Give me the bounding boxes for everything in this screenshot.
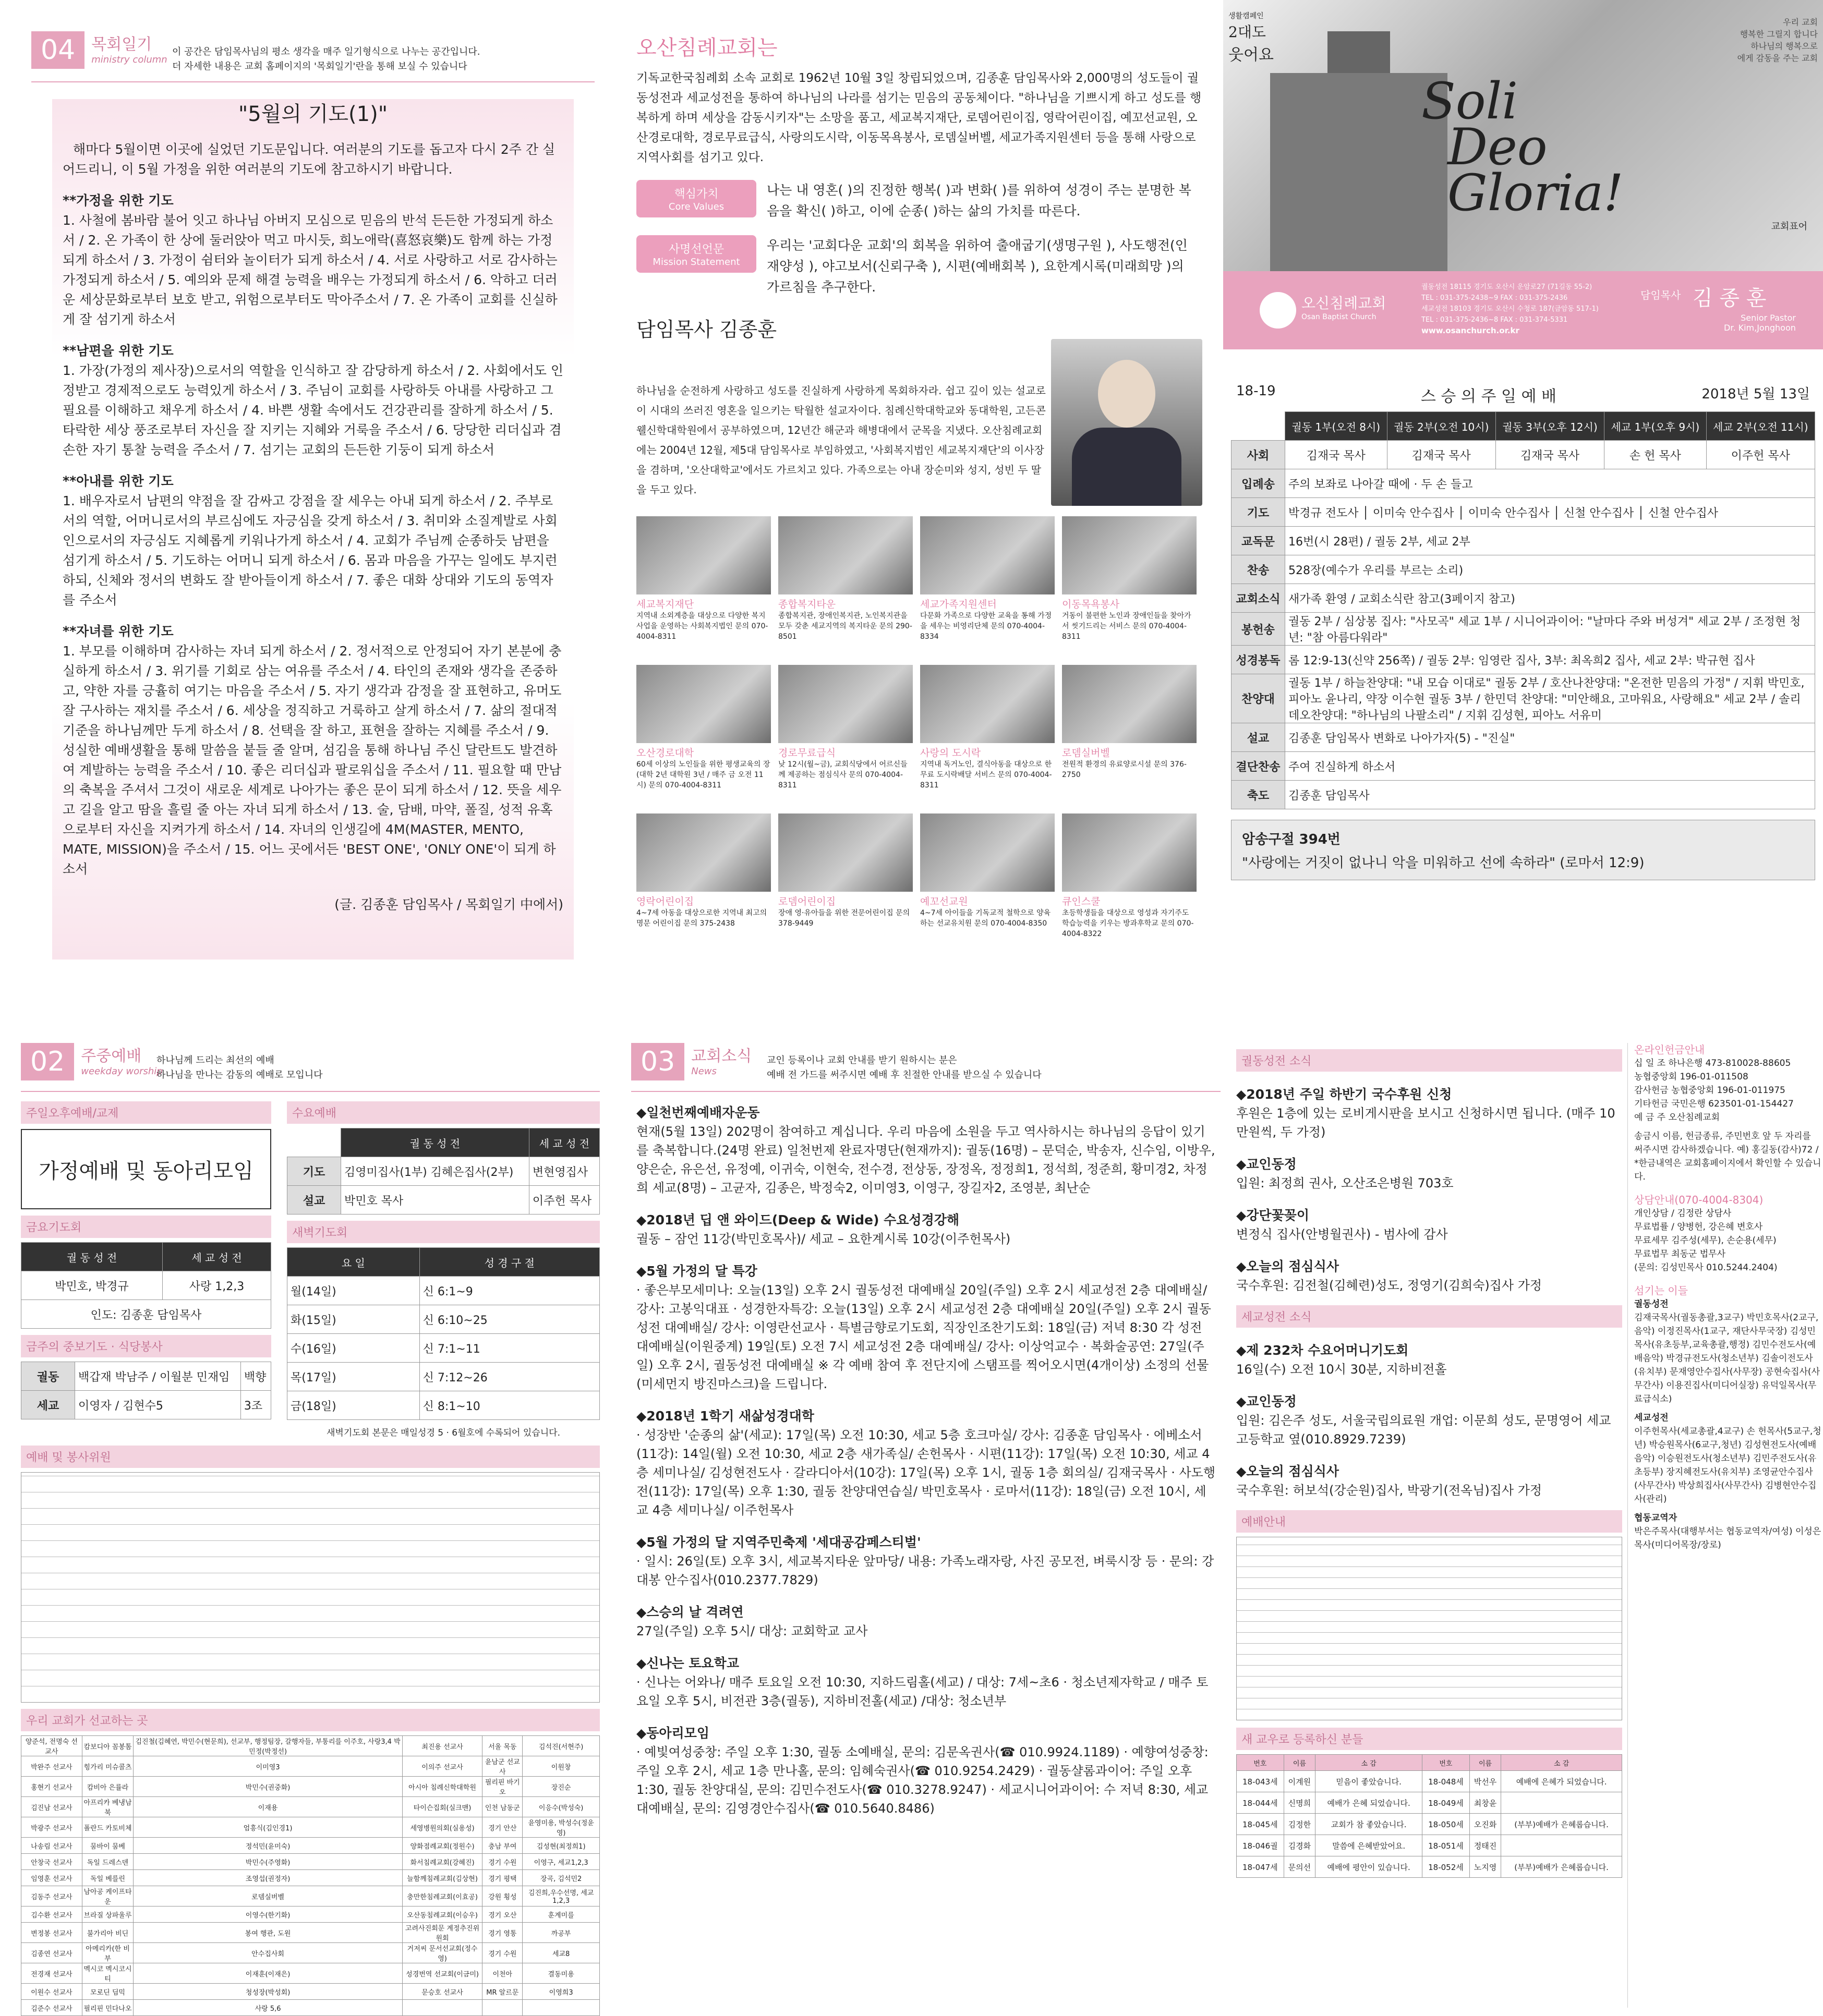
friday-prayer-title: 금요기도회 [21,1216,271,1238]
ministry-photo [920,516,1055,594]
core-values-label: 핵심가치 Core Values [636,180,756,217]
news-item: ◆교인동정 입원: 김은주 성도, 서울국립의료원 개업: 이문희 성도, 문명영어 세교고등학교 옆(010.8929.7239) [1236,1394,1611,1447]
page-02-weekday-worship [21,1043,600,2013]
section-title: 목회일기 ministry column [91,35,167,65]
pastor-name: 김 종 훈 [1693,286,1767,310]
motto-latin: Soli Deo Gloria! [1421,72,1624,222]
segyo-news [1236,1341,1622,1500]
mission-row: 전경재 선교사 멕시코 멕시코시티 이재훈(이재은) 성경번역 선교회(이금미) 이천아 결동미용 [21,1963,600,1984]
mission-title: 우리 교회가 선교하는 곳 [21,1709,600,1731]
news-item: ◆5월 가정의 달 특강 · 좋은부모세미나: 오늘(13일) 오후 2시 궐동성전 대예배실 20일(주일) 오후 2시 세교성전 2층 대예배실/ 강사: 고봉익대표 · 성경한자특강: 오늘(13일) 오후 2시 세교성전 2층 대예배실 20일(주일) 오후 2시 궐동성전 대예배실/ 강사: 이영란선교사 · 특별금향로기도회, 직장인조찬기도회: 18일(금) 저녁 8:30 각 성전 대예배실(이원중계) 19일(토) 오전 7시 세교성전 2층 대예배실/ 강사: 이상억교수 · 복화술공연: 27일(주일) 오후 2시, 궐동성전 대예배실 ※ 각 예배 참여 후 전단지에 스탬프를 찍어오시면(4개이상) 소정의 선물(미세먼지 방진마스크)을 드립니다. [636,1264,1211,1391]
ministry-photo [778,813,913,892]
newcomer-table: 번호 이름 소 감 번호 이름 소 감 18-043세 이계원 믿음이 좋았습니다. 18-048세 박선우 예배에 은혜가 되었습니다. 18-044세 신명희 예배가 은혜 되었습니다. 18-049세 최창윤 18-045세 김정한 교회가 참 좋았습니다. 18-050세 오진화 (부부)예배가 은혜롭습니다. 18-046궐 김경화 말씀에 은혜받았어요. 18-051세 정태진 18-047세 문의선 예배에 평안이 있습니다. 18-052세 노지영 (부부)예배가 은혜롭습니다. [1236,1754,1622,1878]
page-number: 03 [631,1043,684,1080]
ministry-photo-card: 로뎀실버벨 전원적 환경의 유료양로시설 문의 376-2750 [1062,665,1197,780]
core-values-text: 나는 내 영혼( )의 진정한 행복( )과 변화( )를 위하여 성경이 주는 분명한 복음을 확신( )하고, 이에 순종( )하는 삶의 가치를 따른다. [767,183,1191,218]
mission-row: 김진남 선교사 아프리카 베냉남북 이재용 타이슨집회(실크맨) 인천 남동군 이응수(박성숙) [21,1797,600,1817]
gwoldong-news-title: 궐동성전 소식 [1236,1049,1622,1072]
cover-page [1223,0,1823,349]
ministry-photo-card: 세교복지재단 지역내 소외계층을 대상으로 다양한 복지사업을 운영하는 사회복지법인 문의 070-4004-8311 [636,516,771,642]
header-description: 교인 등록이나 교회 안내를 받기 원하시는 분은 예배 전 가드를 써주시면 예배 후 친절한 안내를 받으실 수 있습니다 [767,1055,1042,1080]
news-item: ◆일천번째예배자운동 현재(5월 13일) 202명이 참여하고 계십니다. 우리 마음에 소원을 두고 역사하시는 하나님의 응답이 있기를 축복합니다.(24명 완료) 일천번제 완료자명단(현재까지): 궐동(16명) – 문덕순, 박송자, 신수임, 이방우, 양은순, 유은선, 유정예, 이귀숙, 이현숙, 전수경, 전상동, 장정옥, 정정희1, 정석희, 정준희, 황미경2, 차정희 세교(8명) – 고균자, 김종은, 박정숙2, 이미영3, 이영구, 장길자2, 조영분, 최난순 [636,1105,1215,1195]
wife-prayer: 1. 배우자로서 남편의 약점을 잘 감싸고 강점을 잘 세우는 아내 되게 하소서 / 2. 주부로서의 역할, 어머니로서의 부르심에도 자긍심을 갖게 하소서 / 3. 취미와 소질계발로 사회인으로서의 자긍심도 지혜롭게 키워나가게 하소서 / 4. 교회가 주님께 순종하듯 남편을 섬기게 하소서 / 5. 기도하는 어머니 되게 하소서 / 6. 몸과 마음을 가꾸는 일에도 부지런하되, 신체와 정서의 변화도 잘 받아들이게 하소서 / 7. 좋은 대화 상대와 기도의 동역자를 주소서 [63,493,558,608]
dawn-prayer-table: 요 일 성 경 구 절 월(14일) 신 6:1~9 화(15일) 신 6:10~25 수(16일) 신 7:1~11 목(17일) 신 7:12~26 금(18일) 신 8:1~10 [287,1247,600,1420]
newcomer-row: 18-043세 이계원 믿음이 좋았습니다. 18-048세 박선우 예배에 은혜가 되었습니다. [1237,1771,1622,1792]
dawn-row: 수(16일) 신 7:1~11 [287,1334,600,1363]
church-name: 오신침례교회 Osan Baptist Church [1301,295,1386,321]
info-sidebar: 온라인헌금안내 십 일 조 하나은행 473-810028-88605 농협중앙회 196-01-011508 감사헌금 농협중앙회 196-01-011975 기타헌금 국민은행 623501-01-154427 예 금 주 오산침례교회 송금시 이름, 헌금종류, 주민번호 앞 두 자리를 써주시면 감사하겠습니다. 예) 홍길동(감사)72 / *한금내역은 교회홈페이지에서 확인할 수 있습니다. 상담안내(070-4004-8304) 개인상담 / 김정란 상담사 무료법률 / 양병헌, 강은혜 변호사 무료세무 김주성(세무), 손순용(세무) 무료법무 최동군 법무사 (문의: 김성민목사 010.5244.2404) 섬기는 이들 궐동성전 김재국목사(궐동총괄,3교구) 박민호목사(2교구, 음악) 이정진목사(1교구, 재단사무국장) 김성민목사(유초등부,교육총괄,행정) 김민수전도사(예배음악) 박경규전도사(청소년부) 김솔이전도사(유치부) 문재영안수집사(사무장) 공현숙집사(사무간사) 이용진집사(미디어실장) 유덕일목사(무료급식소) 세교성전 이주헌목사(세교총괄,4교구) 손 헌목사(5교구,청년) 박승원목사(6교구,청년) 김성현전도사(예배음악) 이승원전도사(청소년부) 김민주전도사(유초등부) 장지혜전도사(유치부) 조영균안수집사(사무간사) 박상희집사(사무간사) 김병현안수집사(관리) 협동교역자 박은주목사(대행부서는 협동교역자/여성) 이성은목사(미디어목장/장로) [1627,1043,1822,2008]
staff-title: 섬기는 이들 [1634,1284,1688,1297]
worship-row: 입례송 주의 보좌로 나아갈 때에 · 두 손 들고 [1232,469,1815,498]
newcomer-row: 18-044세 신명희 예배가 은혜 되었습니다. 18-049세 최창윤 [1237,1792,1622,1814]
dawn-prayer-title: 새벽기도회 [287,1221,600,1243]
ministry-photo [778,516,913,594]
church-logo [1260,292,1296,329]
worship-row: 성경봉독 롬 12:9-13(신약 256쪽) / 궐동 2부: 임영란 집사, 3부: 최옥희2 집사, 세교 2부: 박규현 집사 [1232,646,1815,674]
wednesday-title: 수요예배 [287,1101,600,1124]
column-intro: 해마다 5월이면 이곳에 실었던 기도문입니다. 여러분의 기도를 돕고자 다시 2주 간 실어드리니, 이 5월 가정을 위한 여러분의 기도에 참고하시기 바랍니다. [63,142,556,177]
worship-row: 결단찬송 주여 진실하게 하소서 [1232,752,1815,781]
dawn-row: 월(14일) 신 6:1~9 [287,1277,600,1305]
intercession-title: 금주의 중보기도 · 식당봉사 [21,1335,271,1357]
church-building [1270,73,1447,271]
newcomer-title: 새 교우로 등록하신 분들 [1236,1728,1622,1750]
newcomer-row: 18-045세 김정한 교회가 참 좋았습니다. 18-050세 오진화 (부부)예배가 은혜롭습니다. [1237,1814,1622,1835]
column-heading: "5월의 기도(1)" [238,102,388,126]
ministry-photo-card: 오산경로대학 60세 이상의 노인들을 위한 평생교육의 장(대학 2년 대학원 3년 / 매주 금 오전 11시) 문의 070-4004-8311 [636,665,771,791]
mission-row: 안창국 선교사 독일 드레스덴 박민수(주영화) 화서침례교회(강혜진) 경기 수원 이영구, 세교1,2,3 [21,1854,600,1870]
news-item: ◆스승의 날 격려연 27일(주일) 오후 5시/ 대상: 교회학교 교사 [636,1605,868,1638]
page-number: 04 [31,31,84,69]
ministry-photo [920,665,1055,743]
ministry-photo [636,665,771,743]
campus-news [1236,1043,1622,2008]
pastor-label: 담임목사 [1640,289,1681,301]
worship-row: 찬양대 궐동 1부 / 하늘찬양대: "내 모습 이대로" 궐동 2부 / 호산나찬양대: "온전한 믿음의 가정" / 지휘 박민호, 피아노 윤나리, 약장 이수현 궐동 3부 / 한민덕 찬양대: "미안해요, 고마워요, 사랑해요" 세교 2부 / 솔리데오찬양대: "하나님의 나팔소리" / 지휘 김성현, 피아노 서유미 [1232,674,1815,723]
column-signature: (글. 김종훈 담임목사 / 목회일기 中에서) [334,897,563,912]
children-prayer: 1. 부모를 이해하며 감사하는 자녀 되게 하소서 / 2. 정서적으로 안정되어 자기 본분에 충실하게 하소서 / 3. 위기를 기회로 삼는 여유를 주소서 / 4. 타인의 존재와 생각을 존중하고, 약한 자를 긍휼히 여기는 마음을 주소서 / 5. 자기 생각과 감정을 잘 표현하고, 유머도 잘 구사하는 재치를 주소서 / 6. 세상을 정직하고 거룩하고 살게 하소서 / 7. 삶의 절대적 기준을 하나님께만 두게 하소서 / 8. 선택을 잘 하고, 표현을 잘하는 지혜를 주소서 / 9. 성실한 예배생활을 통해 말씀을 붙들 줄 알며, 섬김을 통해 하나님 주신 달란트도 발견하여 계발하는 능력을 주소서 / 10. 좋은 리더십과 팔로워십을 주소서 / 11. 필요할 때 만남의 축복을 주셔서 그것이 새로운 세계로 나아가는 좋은 문이 되게 하소서 / 12. 뜻을 세우고 길을 알고 땀을 흘릴 줄 아는 자녀 되게 하소서 / 13. 술, 담배, 마약, 폴질, 성적 유혹으로부터 자신을 지켜가게 하소서 / 14. 자녀의 인생길에 4M(MASTER, MENTO, MATE, MISSION)을 주소서 / 15. 어느 곳에서든 'BEST ONE', 'ONLY ONE'이 되게 하소서 [63,643,562,877]
church-info-bar [1223,271,1823,349]
worship-row: 교독문 16번(시 28편) / 궐동 2부, 세교 2부 [1232,527,1815,555]
schedule-title: 예배안내 [1236,1510,1622,1533]
mission-table [21,1735,600,2016]
mission-label: 사명선언문 Mission Statement [636,235,756,273]
dawn-row: 금(18일) 신 8:1~10 [287,1391,600,1420]
sunday-afternoon-title: 주일오후예배/교제 [21,1101,271,1124]
cover-slogan: 우리 교회 행복한 그릴지 합니다 하나님의 행복으로 에게 감동을 주는 교회 [1737,17,1818,63]
news-item: ◆신나는 토요학교 · 신나는 어와나/ 매주 토요일 오전 10:30, 지하드림홀(세교) / 대상: 7세~초6 · 청소년제자학교 / 매주 토요일 오후 5시, 비전관 3층(궐동), 지하비전홀(세교) /대상: 청소년부 [636,1656,1209,1708]
duty-title: 예배 및 봉사위원 [21,1446,600,1468]
news-item: ◆동아리모임 · 예빛여성중창: 주일 오후 1:30, 궐동 소예배실, 문의: 김문옥권사(☎ 010.9924.1189) · 예향여성중창: 주일 오후 2시, 세교 1층 만나홀, 문의: 임혜숙권사(☎ 010.9254.2429) · 궐동샬롬과이어: 주일 오후 1:30, 궐동 찬양대실, 문의: 김민수전도사(☎ 010.3278.9247) · 세교시니어과이어: 수 저녁 8:30, 세교 대예배실, 문의: 김영경안수집사(☎ 010.5640.8486) [636,1726,1209,1816]
worship-row: 기도 박경규 전도사 │ 이미숙 안수집사 │ 이미숙 안수집사 │ 신철 안수집사 │ 신철 안수집사 [1232,498,1815,527]
mission-row: 김준수 선교사 필리핀 민다나오 사랑 5,6 [21,2000,600,2016]
worship-row: 사회 김재국 목사 김재국 목사 김재국 목사 손 헌 목사 이주헌 목사 [1232,441,1815,469]
worship-row: 교회소식 새가족 환영 / 교회소식란 참고(3페이지 참고) [1232,584,1815,613]
news-item: ◆오늘의 점심식사 국수후원: 허보석(강순원)집사, 박광기(전옥님)집사 가정 [1236,1464,1542,1498]
gwoldong-news [1236,1085,1622,1295]
ministry-photo-card: 로뎀어린이집 장애 영·유아들을 위한 전문어린이집 문의 378-9449 [778,813,913,929]
mission-row: 이원수 선교사 모로딘 딤믹 청성장(박성회) 문승호 선교사 MR 알르문 이영희3 [21,1984,600,2000]
intro-title: 오산침례교회는 [636,36,778,60]
church-address: 궐동성전 18115 경기도 오산시 운암로27 (71길동 55-2) TEL : 031-375-2438~9 FAX : 031-375-2436 세교성전 18103 경기도 오산시 수청로 187(금암동 517-1) TEL : 031-375-2436~8 FAX : 031-374-5331 www.osanchurch.or.kr [1421,283,1599,335]
newcomer-row: 18-046궐 김경화 말씀에 은혜받았어요. 18-051세 정태진 [1237,1835,1622,1856]
wife-prayer-title: **아내를 위한 기도 [63,473,174,489]
ministry-photo-card: 이동목욕봉사 거동이 불편한 노인과 장애인들을 찾아가서 씻기드리는 서비스 문의 070-4004-8311 [1062,516,1197,642]
ministry-photo-card: 사랑의 도시락 지역내 독거노인, 결식아동을 대상으로 한 무료 도시락배달 서비스 문의 070-4004-8311 [920,665,1055,791]
mission-row: 박완주 선교사 힝가리 미슈콜츠 이미영3 이의주 선교사 윤남군 선교사 이원창 [21,1756,600,1777]
duty-table [21,1472,600,1703]
sunday-afternoon-box: 가정예배 및 동아리모임 [21,1129,271,1209]
section-title: 교회소식 News [691,1047,752,1077]
mission-row: 박광주 선교사 폴란드 카토비체 엄흥식(김인경1) 세영병원의회(실용성) 경기 안산 윤영미용, 박성수(정윤영) [21,1817,600,1838]
ministry-photo [1062,813,1197,892]
worship-table: 궐동 1부(오전 8시) 궐동 2부(오전 10시) 궐동 3부(오후 12시) 세교 1부(오후 9시) 세교 2부(오전 11시) 사회 김재국 목사 김재국 목사 김재국 목사 손 헌 목사 이주헌 목사 입례송 주의 보좌로 나아갈 때에 · 두 손 들고 기도 박경규 전도사 │ 이미숙 안수집사 │ 이미숙 안수집사 │ 신철 안수집사 │ 신철 안수집사 교독문 16번(시 28편) / 궐동 2부, 세교 2부 찬송 528장(예수가 우리를 부르는 소리) 교회소식 새가족 환영 / 교회소식란 참고(3페이지 참고) 봉헌송 궐동 2부 / 심상봉 집사: "사모곡" 세교 1부 / 시니어과이어: "날마다 주와 버성겨" 세교 2부 / 조정현 청년: "참 아름다워라" 성경봉독 롬 12:9-13(신약 256쪽) / 궐동 2부: 임영란 집사, 3부: 최옥희2 집사, 세교 2부: 박규현 집사 찬양대 궐동 1부 / 하늘찬양대: "내 모습 이대로" 궐동 2부 / 호산나찬양대: "온전한 믿음의 가정" / 지휘 박민호, 피아노 윤나리, 약장 이수현 궐동 3부 / 한민덕 찬양대: "미안해요, 고마워요, 사랑해요" 세교 2부 / 솔리데오찬양대: "하나님의 나팔소리" / 지휘 김성현, 피아노 서유미 설교 김종훈 담임목사 변화로 나아가자(5) - "진실" 결단찬송 주여 진실하게 하소서 축도 김종훈 담임목사 [1231,411,1815,809]
page-header [31,31,595,72]
ministry-photo [920,813,1055,892]
family-prayer: 1. 사철에 봄바람 불어 잇고 하나님 아버지 모심으로 믿음의 반석 든든한 가정되게 하소서 / 2. 온 가족이 한 상에 둘러앉아 먹고 마시듯, 희노애락(喜怒哀樂)도 함께 하는 가정 되게 하소서 / 3. 가정이 쉼터와 놀이터가 되게 하소서 / 4. 서로 사랑하고 서로 감사하는 가정되게 하소서 / 5. 예의와 문제 해결 능력을 배우는 가정되게 하소서 / 6. 악하고 더러운 세상문화로부터 보호 받고, 위험으로부터도 막아주소서 / 7. 온 가족이 교회를 신실하게 잘 섬기게 하소서 [63,213,558,327]
news-item: ◆강단꽃꽂이 변정식 집사(안병월권사) - 범사에 감사 [1236,1208,1448,1242]
ministry-photo [1062,516,1197,594]
memory-verse: 암송구절 394번 "사랑에는 거짓이 없나니 악을 미워하고 선에 속하라" (로마서 12:9) [1231,820,1815,880]
mission-row: 임영훈 선교사 독일 베를린 조영섭(권정자) 늘함께침례교회(김상현) 경기 평택 장곡, 김석민2 [21,1870,600,1886]
ministry-photo-card: 세교가족지원센터 다문화 가족으로 다양한 교육을 통해 가정을 세우는 비영리단체 문의 070-4004-8334 [920,516,1055,642]
pastor-title-en: Senior Pastor Dr. Kim,Jonghoon [1724,313,1796,333]
husband-prayer: 1. 가장(가정의 제사장)으로서의 역할을 인식하고 잘 감당하게 하소서 / 2. 사회에서도 인정받고 경제적으로도 능력있게 하소서 / 3. 주님이 교회를 사랑하듯 아내를 사랑하고 그 필요를 이해하고 채우게 하소서 / 4. 바쁜 생활 속에서도 건강관리를 잘하게 하소서 / 5. 타락한 세상 풍조로부터 자신을 잘 지키는 지혜와 거룩을 주소서 / 6. 당당한 리더십과 겸손한 자기 통찰 능력을 주소서 / 7. 섬기는 교회의 든든한 기둥이 되게 하소서 [63,363,564,457]
mission-row: 나송림 선교사 뭄바이 뭄베 정석민(윤미숙) 양화점례교회(정원수) 충남 부여 김성현(최정희1) [21,1838,600,1854]
header-description: 하나님께 드리는 최선의 예배 하나님을 만나는 감동의 예배로 모입니다 [156,1055,323,1080]
news-item: ◆제 232차 수요어머니기도회 16일(수) 오전 10시 30분, 지하비전홀 [1236,1343,1447,1377]
core-values [636,180,1205,222]
wednesday-table: 궐 동 성 전 세 교 성 전 기도 김영미집사(1부) 김혜은집사(2부) 변현영집사 설교 박민호 목사 이주헌 목사 [287,1128,600,1215]
children-prayer-title: **자녀를 위한 기도 [63,624,174,639]
worship-row: 축도 김종훈 담임목사 [1232,781,1815,809]
family-prayer-title: **가정을 위한 기도 [63,193,174,208]
news-list [636,1090,1215,1818]
ministry-photo-card: 예꼬선교원 4~7세 아이들을 기독교적 철학으로 양육하는 선교유치원 문의 070-4004-8350 [920,813,1055,929]
dawn-note: 새벽기도회 본문은 매일성경 5 · 6월호에 수록되어 있습니다. [327,1428,560,1438]
motto-label: 교회표어 [1771,221,1807,232]
segyo-news-title: 세교성전 소식 [1236,1305,1622,1328]
worship-row: 찬송 528장(예수가 우리를 부르는 소리) [1232,555,1815,584]
ministry-photo-card: 큐인스쿨 초등학생들을 대상으로 영성과 자기주도 학습능력을 키우는 방과후학교 문의 070-4004-8322 [1062,813,1197,939]
news-item: ◆2018년 주일 하반기 국수후원 신청 후원은 1층에 있는 로비게시판을 보시고 신청하시면 됩니다. (매주 10만원씩, 두 가정) [1236,1087,1615,1139]
intercession-table: 궐동 백갑재 박남주 / 이월분 민재임 백향 세교 이영자 / 김현수5 3조 [21,1362,271,1419]
ministry-photo-card: 종합복지타운 종합복지관, 장애인복지관, 노인복지관을 모두 갖춘 세교지역의 복지타운 문의 290-8501 [778,516,913,642]
ministry-photo [1062,665,1197,743]
church-intro-page [636,31,1205,970]
newcomer-row: 18-047세 문의선 예배에 평안이 있습니다. 18-052세 노지영 (부부)예배가 은혜롭습니다. [1237,1856,1622,1878]
ministry-photo-card: 영락어린이집 4~7세 아동을 대상으로한 지역내 최고의 명문 어린이집 문의 375-2438 [636,813,771,929]
pastor-bio: 하나님을 순전하게 사랑하고 성도를 진실하게 사랑하게 목회하자라. 쉽고 깊이 있는 설교로 이 시대의 쓰러진 영혼을 일으키는 탁월한 설교자이다. 침례신학대학교와 동대학원, 고든콘웰신학대학원에서 공부하였으며, 12년간 해군과 해병대에서 군목을 지냈다. 오산침례교회에는 2004년 12월, 제5대 담임목사로 부임하였고, '사회복지법인 세교복지재단'의 이사장을 겸하며, '오산대학교'에서도 가르치고 있다. 가족으로는 아내 장순미와 성지, 성빈 두 딸을 두고 있다. [636,384,1046,496]
worship-row: 설교 김종훈 담임목사 변화로 나아가자(5) - "진실" [1232,723,1815,752]
page-03-news [631,1043,1221,2008]
mission-row: 변정봉 선교사 불가리아 비딘 봉여 행관, 도원 고려사진회문 계정추진위원회 경기 영통 까공부 [21,1923,600,1943]
worship-header: 18-19 스 승 의 주 일 예 배 2018년 5월 13일 [1236,383,1810,406]
ministry-photo [778,665,913,743]
mission-row: 양준석, 전명숙 선교사 캄보디아 꼼봉톰 김진철(김혜연, 박민수(현문희), 선교부, 행정팀장, 갈행자들, 부통리를 이주호, 사랑3,4 박민정(박정선) 최진용 선교사 서울 목동 김석진(서현주) [21,1736,600,1756]
news-item: ◆오늘의 점심식사 국수후원: 김전철(김혜련)성도, 정영기(김희숙)집사 가정 [1236,1259,1542,1293]
mission-row: 김수환 선교사 브라질 상파울루 이영수(한기화) 오산동침례교회(이승우) 경기 오산 훈계미를 [21,1906,600,1923]
ministry-photo [636,813,771,892]
intro-text: 기독교한국침례회 소속 교회로 1962년 10월 3일 창립되었으며, 김종훈 담임목사와 2,000명의 성도들이 궐동성전과 세교성전을 통하여 하나님의 나라를 섬기는 믿음의 공동체이다. "하나님을 기쁘시게 하고 성도를 행복하게 하며 세상을 감동시키자"는 소망을 품고, 세교복지재단, 로뎀어린이집, 영락어린이집, 예꼬선교원, 오산경로대학, 경로무료급식, 사랑의도시락, 이동목욕봉사, 로뎀실버벨, 세교가족지원센터 등을 통해 사랑으로 지역사회를 섬기고 있다. [636,71,1202,164]
news-item: ◆2018년 딥 앤 와이드(Deep & Wide) 수요성경강해 궐동 – 잠언 11강(박민호목사)/ 세교 – 요한계시록 10강(이주헌목사) [636,1212,1011,1246]
campaign-label: 생활캠페인 2대도 웃어요 [1228,12,1274,64]
mission-row: 홍현기 선교사 캄비아 은률라 박민수(권중화) 아시아 침례신학대학원 필리핀 바기오 장진순 [21,1777,600,1797]
news-item: ◆교인동정 입원: 최정희 권사, 오산조은병원 703호 [1236,1157,1454,1191]
mission-row: 김동주 선교사 남아공 케이프타운 로뎀실버벨 충만한침례교회(이효공) 강원 횡성 김진희,우수선명, 세교1,2,3 [21,1886,600,1906]
mission-statement [636,235,1205,298]
header-description: 이 공간은 담임목사님의 평소 생각을 매주 일기형식으로 나누는 공간입니다. 더 자세한 내용은 교회 홈페이지의 '목회일기'란을 통해 보실 수 있습니다 [172,46,480,72]
section-title: 주중예배 weekday worship [81,1047,163,1077]
page-04-ministry-column [31,31,595,970]
worship-order [1231,383,1815,965]
friday-prayer-table: 궐 동 성 전 세 교 성 전 박민호, 박경규 사랑 1,2,3 인도: 김종훈 담임목사 [21,1242,271,1329]
ministry-photo-card: 경로무료급식 낮 12시(월~금), 교회식당에서 어르신들께 제공하는 점심식사 문의 070-4004-8311 [778,665,913,791]
offering-title: 온라인헌금안내 [1634,1043,1705,1056]
mission-row: 김종연 선교사 아메리카(한 비부 안수집사회 거저씨 문서선교회(정수영) 경기 수원 세교8 [21,1943,600,1963]
dawn-row: 화(15일) 신 6:10~25 [287,1305,600,1334]
schedule-table [1236,1537,1622,1720]
news-item: ◆2018년 1학기 새삶성경대학 · 성장반 '순종의 삶'(세교): 17일(목) 오전 10:30, 세교 5층 호크마실/ 강사: 김종훈 담임목사 · 에베소서(11강): 14일(월) 오전 10:30, 세교 2층 새가족실/ 손헌목사 · 시편(11강): 17일(목) 오전 10:30, 세교 4층 세미나실/ 김성현전도사 · 갈라디아서(10강): 17일(목) 오후 1시, 궐동 1층 회의실/ 김재국목사 · 사도행전(11강): 17일(목) 오후 1:30, 궐동 찬양대연습실/ 박민호목사 · 로마서(11강): 18일(금) 오전 10시, 세교 4층 세미나실/ 이주헌목사 [636,1408,1216,1517]
counsel-title: 상담안내(070-4004-8304) [1634,1194,1764,1206]
ministry-photo [636,516,771,594]
news-item: ◆5월 가정의 달 지역주민축제 '세대공감페스티벌' · 일시: 26일(토) 오후 3시, 세교복지타운 앞마당/ 내용: 가족노래자랑, 사진 공모전, 벼룩시장 등 · 문의: 강대봉 안수집사(010.2377.7829) [636,1535,1214,1587]
pastor-title: 담임목사 김종훈 [636,318,777,341]
pastor-photo [1051,339,1202,506]
dawn-row: 목(17일) 신 7:12~26 [287,1363,600,1391]
column-body [63,104,563,915]
worship-row: 봉헌송 궐동 2부 / 심상봉 집사: "사모곡" 세교 1부 / 시니어과이어: "날마다 주와 버성겨" 세교 2부 / 조정현 청년: "참 아름다워라" [1232,613,1815,646]
page-number: 02 [21,1043,74,1080]
mission-text: 우리는 '교회다운 교회'의 회복을 위하여 출애굽기(생명구원 ), 사도행전(인재양성 ), 야고보서(신뢰구축 ), 시편(예배회복 ), 요한계시록(미래희망 )의 가르침을 추구한다. [767,238,1188,295]
husband-prayer-title: **남편을 위한 기도 [63,343,174,358]
